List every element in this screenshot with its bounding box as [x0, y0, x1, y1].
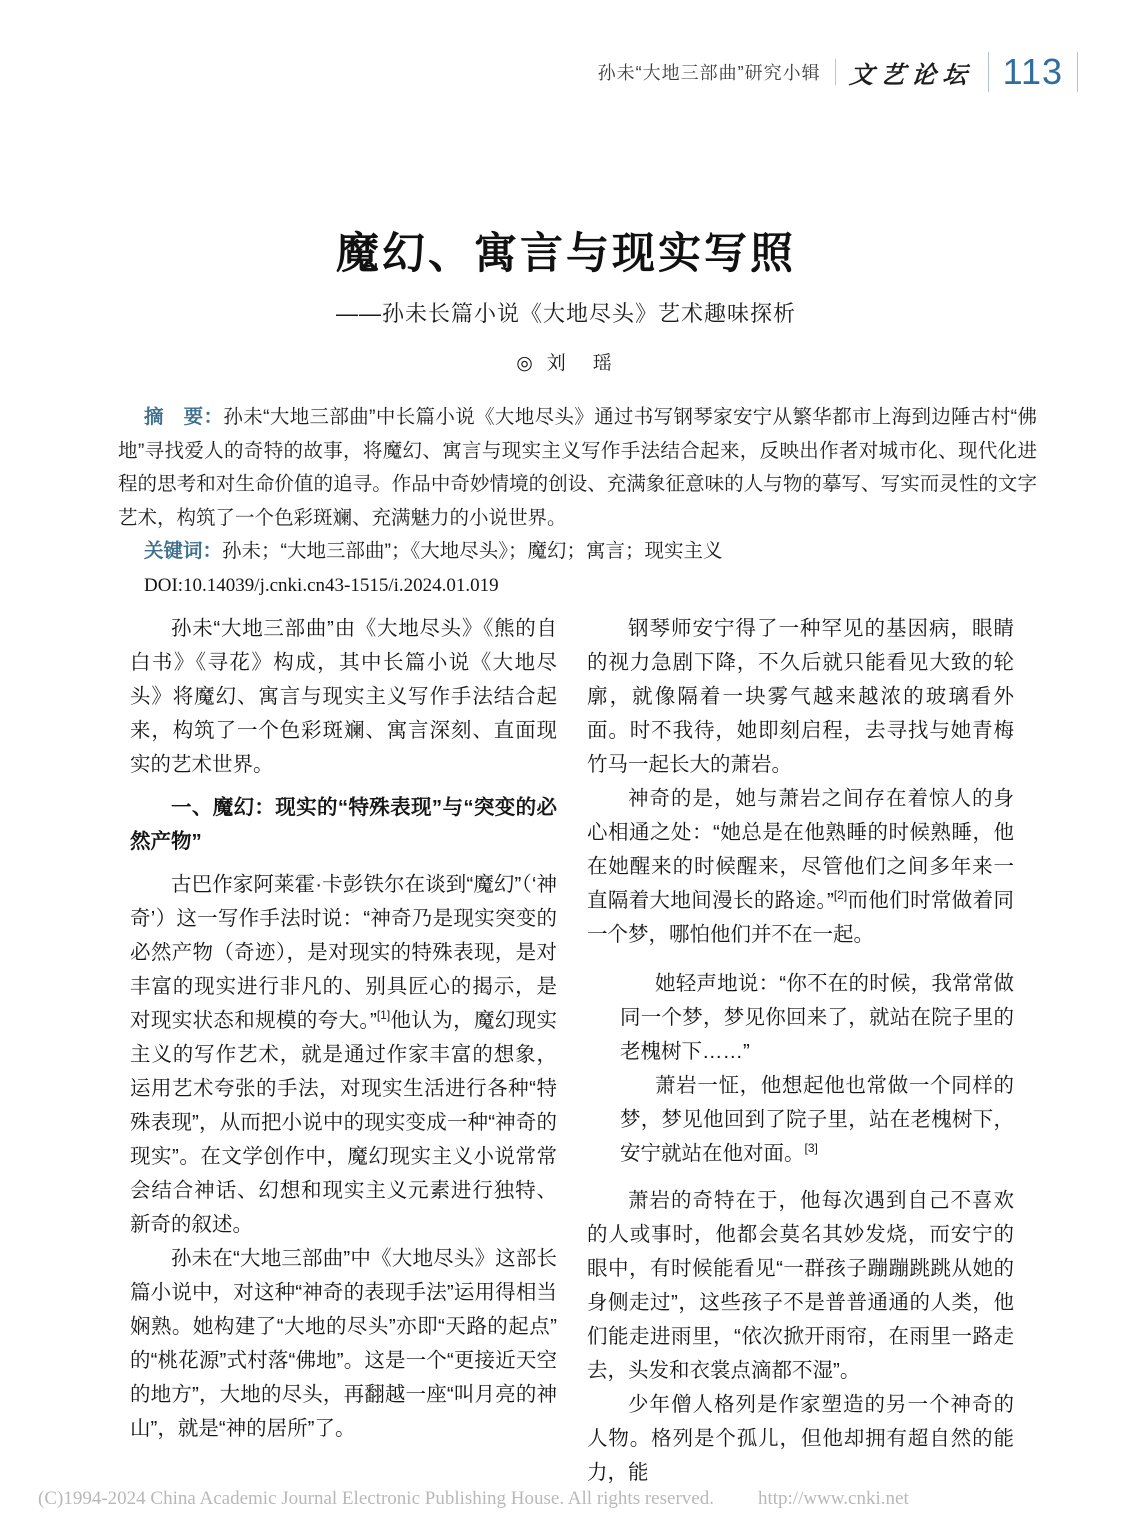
- paragraph-text: 他认为，魔幻现实主义的写作艺术，就是通过作家丰富的想象，运用艺术夸张的手法，对现实生活进行各种“特殊表现”，从而把小说中的现实变成一种“神奇的现实”。在文学创作中，魔幻现实主义小说常常会结合神话、幻想和现实主义元素进行独特、新奇的叙述。: [130, 1009, 558, 1236]
- keywords-text: 孙未；“大地三部曲”；《大地尽头》；魔幻；寓言；现实主义: [222, 540, 723, 562]
- page-footer: [38, 1488, 909, 1510]
- paragraph: [130, 868, 557, 1242]
- citation-ref: [1]: [376, 1008, 391, 1023]
- quote-text: 萧岩一怔，他想起他也常做一个同样的梦，梦见他回到了院子里，站在老槐树下，安宁就站在他对面。: [620, 1074, 1014, 1165]
- paragraph: 萧岩的奇特在于，他每次遇到自己不喜欢的人或事时，他都会莫名其妙发烧，而安宁的眼中，有时候能看见“一群孩子蹦蹦跳跳从她的身侧走过”，这些孩子不是普普通通的人类，他们能走进雨里，“依次掀开雨帘，在雨里一路走去，头发和衣裳点滴都不湿”。: [587, 1189, 1014, 1382]
- doi: DOI:10.14039/j.cnki.cn43-1515/i.2024.01.019: [144, 574, 499, 596]
- abstract-block: [118, 401, 1037, 602]
- quote-paragraph: [620, 1069, 1014, 1171]
- section-heading: 一、魔幻：现实的“特殊表现”与“突变的必然产物”: [130, 796, 557, 853]
- author-marker-icon: ◎: [516, 353, 537, 374]
- abstract-text: 孙未“大地三部曲”中长篇小说《大地尽头》通过书写钢琴家安宁从繁华都市上海到边陲古村“佛地”寻找爱人的奇特的故事，将魔幻、寓言与现实主义写作手法结合起来，反映出作者对城市化、现代化进程的思考和对生命价值的追寻。作品中奇妙情境的创设、充满象征意味的人与物的摹写、写实而灵性的文字艺术，构筑了一个色彩斑斓、充满魅力的小说世界。: [118, 406, 1037, 529]
- paragraph: 少年僧人格列是作家塑造的另一个神奇的人物。格列是个孤儿，但他却拥有超自然的能力，能: [587, 1393, 1014, 1484]
- author-name: 刘 瑶: [546, 353, 616, 374]
- quote-paragraph: 她轻声地说：“你不在的时候，我常常做同一个梦，梦见你回来了，就站在院子里的老槐树下……”: [620, 972, 1014, 1063]
- paragraph: 钢琴师安宁得了一种罕见的基因病，眼睛的视力急剧下降，不久后就只能看见大致的轮廓，就像隔着一块雾气越来越浓的玻璃看外面。时不我待，她即刻启程，去寻找与她青梅竹马一起长大的萧岩。: [587, 617, 1014, 776]
- keywords-line: [144, 535, 1037, 569]
- keywords-label: 关键词：: [144, 540, 223, 562]
- page-number: 113: [1002, 51, 1063, 92]
- header-divider: [1077, 52, 1078, 92]
- right-column: [587, 612, 1014, 1490]
- article-title: 魔幻、寓言与现实写照: [336, 230, 796, 278]
- section-label: 孙未“大地三部曲”研究小辑: [597, 63, 821, 83]
- abstract-paragraph: [118, 401, 1037, 535]
- paragraph: 孙未在“大地三部曲”中《大地尽头》这部长篇小说中，对这种“神奇的表现手法”运用得相当娴熟。她构建了“大地的尽头”亦即“天路的起点”的“桃花源”式村落“佛地”。这是一个“更接近天空的地方”，大地的尽头，再翻越一座“叫月亮的神山”，就是“神的居所”了。: [130, 1247, 557, 1440]
- title-block: [0, 220, 1132, 375]
- left-column: [130, 612, 557, 1490]
- citation-ref: [3]: [804, 1141, 818, 1156]
- block-quote: [620, 967, 1014, 1171]
- journal-logo: 文艺论坛: [847, 59, 975, 89]
- header-divider: [988, 52, 989, 92]
- footer-url: http://www.cnki.net: [757, 1488, 909, 1509]
- article-author: [0, 348, 1132, 375]
- page-header: [598, 50, 1092, 94]
- paragraph-text: 古巴作家阿莱霍·卡彭铁尔在谈到“魔幻”（‘神奇’）这一写作手法时说：“神奇乃是现实突变的必然产物（奇迹），是对现实的特殊表现，是对丰富的现实进行非凡的、别具匠心的揭示，是对现实状态和规模的夸大。”: [130, 873, 557, 1032]
- paragraph: [587, 782, 1014, 952]
- paragraph-text: 神奇的是，她与萧岩之间存在着惊人的身心相通之处：“她总是在他熟睡的时候熟睡，他在她醒来的时候醒来，尽管他们之间多年来一直隔着大地间漫长的路途。”: [587, 787, 1014, 912]
- paragraph: 孙未“大地三部曲”由《大地尽头》《熊的自白书》《寻花》构成，其中长篇小说《大地尽头》将魔幻、寓言与现实主义写作手法结合起来，构筑了一个色彩斑斓、寓言深刻、直面现实的艺术世界。: [130, 617, 557, 776]
- copyright-notice: (C)1994-2024 China Academic Journal Electronic Publishing House. All rights reserved.: [38, 1488, 714, 1509]
- article-subtitle: ——孙未长篇小说《大地尽头》艺术趣味探析: [335, 301, 796, 326]
- article-body: [130, 612, 1014, 1490]
- paragraph-text: 而他们时常做着同一个梦，哪怕他们并不在一起。: [587, 889, 1015, 946]
- abstract-label: 摘 要：: [144, 406, 224, 428]
- citation-ref: [2]: [833, 888, 848, 903]
- header-divider: [835, 59, 836, 85]
